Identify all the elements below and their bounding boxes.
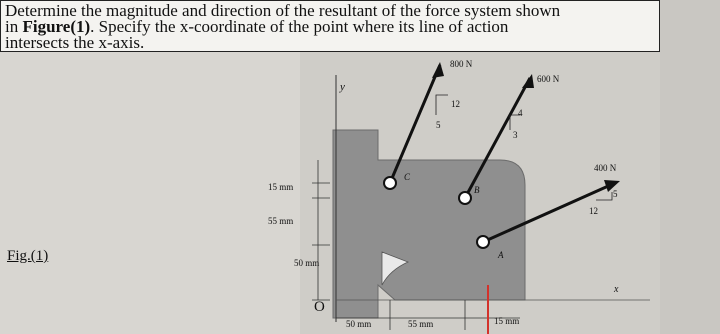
pin-A xyxy=(477,236,489,248)
point-label-A: A xyxy=(498,250,504,260)
ratio-400-horizontal: 12 xyxy=(589,206,598,216)
ratio-800-horizontal: 5 xyxy=(436,120,441,130)
axis-label-x: x xyxy=(614,284,619,295)
problem-line-2-prefix: in xyxy=(5,17,23,36)
ratio-400-vertical: 5 xyxy=(613,189,618,199)
point-label-B: B xyxy=(474,185,480,195)
dim-55mm-horizontal: 55 mm xyxy=(408,319,434,329)
figure-label: Fig.(1) xyxy=(7,248,49,264)
problem-line-3: intersects the x-axis. xyxy=(5,33,145,52)
dim-55mm-vertical: 55 mm xyxy=(268,216,294,226)
dim-50mm-horizontal: 50 mm xyxy=(346,319,372,329)
problem-line-2-rest: . Specify the x-coordinate of the point where its line of action xyxy=(90,17,509,36)
pin-B xyxy=(459,192,471,204)
dim-50mm-vertical: 50 mm xyxy=(294,258,320,268)
label-800N: 800 N xyxy=(450,59,473,69)
figure-reference: Figure(1) xyxy=(22,17,91,36)
origin-label-O: O xyxy=(314,299,325,315)
ratio-800-vertical: 12 xyxy=(451,99,460,109)
label-600N: 600 N xyxy=(537,74,560,84)
dim-15mm-vertical: 15 mm xyxy=(268,182,294,192)
point-label-C: C xyxy=(404,172,411,182)
problem-line-1: Determine the magnitude and direction of the resultant of the force system shown xyxy=(5,1,561,20)
dim-15mm-horizontal: 15 mm xyxy=(494,316,520,326)
label-400N: 400 N xyxy=(594,163,617,173)
ratio-600-vertical: 4 xyxy=(518,108,523,118)
ratio-600-horizontal: 3 xyxy=(513,130,518,140)
pin-C xyxy=(384,177,396,189)
axis-label-y: y xyxy=(340,81,345,93)
